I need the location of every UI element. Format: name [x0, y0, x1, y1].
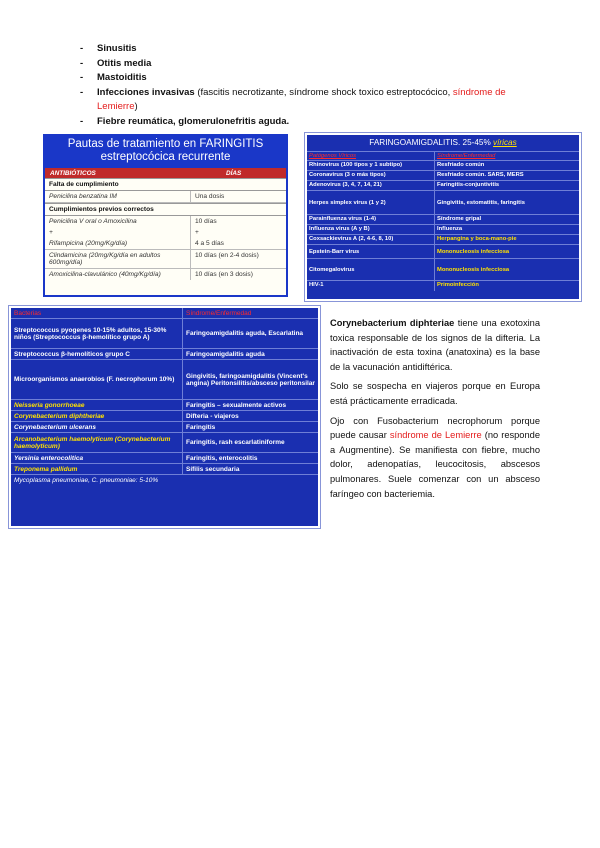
- cell: Sífilis secundaria: [186, 465, 240, 473]
- bullet-text: Sinusitis: [97, 43, 137, 54]
- column-header: Patógenos Víricos: [307, 152, 435, 160]
- cell: Difteria - viajeros: [186, 412, 239, 420]
- cell: Resfriado común: [437, 162, 485, 168]
- table-row: [45, 191, 286, 203]
- cell: Gingivitis, faringoamigdalitis (Vincent's angina) Peritonsilitis/absceso peritonsilar: [186, 372, 315, 387]
- table-row: [11, 453, 318, 464]
- cell: Epstein-Barr virus: [307, 245, 435, 258]
- bullet-text: Infecciones invasivas: [97, 86, 195, 98]
- bullet-text-detail: (fascitis necrotizante, síndrome shock toxico estreptocócico,: [194, 86, 453, 98]
- cell: Coxsackievirus A (2, 4-6, 8, 10): [307, 235, 435, 244]
- cell: Mononucleosis infecciosa: [437, 266, 510, 273]
- paragraph-text: (no responde a Augmentine). Se manifiesta con fiebre, mucho dolor, adenopatías, leucocitosis, abscesos pulmonares. Suele comenzar con un absceso faríngeo con bacteriemia.: [330, 430, 540, 499]
- cell: Herpes simplex virus (1 y 2): [307, 191, 435, 214]
- column-header: Síndrome/Enfermedad: [186, 309, 252, 317]
- cell: Amoxicilina-clavulánico (40mg/Kg/día): [45, 269, 191, 280]
- table-row: [307, 245, 579, 259]
- bullet-item: [80, 86, 542, 115]
- table-row: [307, 225, 579, 235]
- right-text-block: [330, 316, 540, 506]
- title-highlight: víricas: [493, 138, 517, 147]
- table-row: [11, 422, 318, 433]
- cell: Faringitis – sexualmente activos: [186, 401, 287, 409]
- table-row: [307, 181, 579, 191]
- column-header: ANTIBIÓTICOS: [50, 169, 96, 177]
- table-row: [307, 259, 579, 281]
- bullet-text: Otitis media: [97, 57, 152, 69]
- paragraph-text: Solo se sospecha en viajeros porque en Europa está prácticamente erradicada.: [330, 381, 540, 406]
- cell: 10 días: [195, 218, 217, 225]
- cell: Faringoamigdalitis aguda: [186, 350, 265, 358]
- bullet-item: [80, 42, 542, 57]
- column-header: DÍAS: [226, 169, 242, 177]
- bullet-item: [80, 57, 542, 72]
- bacteria-table: [9, 306, 320, 528]
- cell: Parainfluenza virus (1-4): [307, 215, 435, 224]
- table-row: [45, 227, 286, 238]
- bullet-item: [80, 115, 542, 130]
- table-row: [11, 411, 318, 422]
- cell: Penicilina benzatina IM: [45, 191, 191, 202]
- paragraph: [330, 414, 540, 502]
- cell: Faringitis, enterocolitis: [186, 454, 258, 462]
- cell: Coronavirus (3 o más tipos): [307, 171, 435, 180]
- title-text: FARINGOAMIGDALITIS. 25-45%: [369, 138, 494, 147]
- cell: Treponema pallidum: [11, 464, 183, 474]
- treatment-table-title: [45, 136, 286, 168]
- treatment-table-header: [45, 168, 286, 178]
- bullet-text: Mastoiditis: [97, 72, 147, 83]
- bullet-text-highlight: síndrome de Lemierre: [97, 86, 506, 112]
- table-row: [11, 349, 318, 360]
- cell: Clindamicina (20mg/Kg/día en adultos 600mg/día): [45, 250, 191, 268]
- paragraph-text: tiene una exotoxina toxica responsable de los signos de la difteria. La inactivación de esta toxina (anatoxina) es la base de la vacunación antidiftérica.: [330, 318, 541, 372]
- cell: Microorganismos anaerobios (F. necrophorum 10%): [11, 360, 183, 399]
- cell: Arcanobacterium haemolyticum (Corynebacterium haemolyticum): [11, 433, 183, 452]
- cell: 10 días (en 3 dosis): [195, 271, 253, 278]
- cell: Mononucleosis infecciosa: [437, 248, 510, 255]
- paragraph-text: Ojo con Fusobacterium necrophorum porque puede causar: [330, 415, 540, 441]
- cell: Faringitis-conjuntivitis: [437, 182, 500, 188]
- paragraph-bold: Corynebacterium diphteriae: [330, 318, 455, 328]
- bullet-list: [80, 42, 542, 129]
- cell: Streptococcus pyogenes 10-15% adultos, 15-30% niños (Streptococcus β-hemolítico grupo A): [11, 319, 183, 348]
- cell: Corynebacterium ulcerans: [11, 422, 183, 432]
- cell: Streptococcus β-hemolíticos grupo C: [11, 349, 183, 359]
- cell: Mycoplasma pneumoniae, C. pneumoniae: 5-10%: [14, 477, 159, 484]
- section-row: Falta de cumplimiento: [45, 178, 286, 191]
- table-row: [307, 235, 579, 245]
- section-row: Cumplimientos previos correctos: [45, 203, 286, 216]
- cell: Penicilina V oral o Amoxicilina: [45, 216, 191, 227]
- title-line: Pautas de tratamiento en FARINGITIS: [67, 138, 264, 150]
- cell: Rhinovirus (100 tipos y 1 subtipo): [307, 161, 435, 170]
- table-row: [11, 319, 318, 349]
- cell: Influenza virus (A y B): [307, 225, 435, 234]
- table-row: [45, 269, 286, 280]
- bullet-text-end: ): [134, 101, 138, 112]
- cell: HIV-1: [307, 281, 435, 291]
- table-row: [45, 250, 286, 269]
- bullet-text: Fiebre reumática, glomerulonefritis aguda.: [97, 115, 290, 127]
- title-line: estreptocócica recurrente: [100, 151, 231, 163]
- cell: +: [195, 229, 199, 236]
- cell: Una dosis: [195, 193, 225, 200]
- cell: Resfriado común. SARS, MERS: [437, 172, 524, 178]
- table-row: [45, 216, 286, 227]
- cell: Síndrome gripal: [437, 216, 482, 222]
- table-row: [45, 238, 286, 250]
- cell: Neisseria gonorrhoeae: [11, 400, 183, 410]
- cell: Faringitis, rash escarlatiniforme: [186, 439, 285, 446]
- cell: Herpangina y boca-mano-pie: [437, 236, 517, 242]
- cell: Faringoamigdalitis aguda, Escarlatina: [186, 330, 304, 337]
- paragraph-highlight: síndrome de Lemierre: [389, 430, 482, 441]
- bullet-item: [80, 71, 542, 86]
- cell: Faringitis: [186, 423, 216, 431]
- bacteria-header-row: [11, 308, 318, 319]
- table-row: [11, 400, 318, 411]
- table-row: [11, 464, 318, 475]
- cell: 4 a 5 días: [195, 240, 224, 247]
- table-row: [307, 171, 579, 181]
- table-row: [11, 433, 318, 453]
- table-row: [307, 281, 579, 291]
- paragraph: [330, 316, 540, 374]
- table-row: [307, 215, 579, 225]
- table-row: [307, 191, 579, 215]
- cell: Yersinia enterocolitica: [11, 453, 183, 463]
- cell: 10 días (en 2-4 dosis): [195, 252, 259, 259]
- faringo-header-row: [307, 152, 579, 161]
- column-header: Síndrome/Enfermedad: [437, 153, 496, 159]
- faringo-table-title: [307, 135, 579, 152]
- cell: Adenovirus (3, 4, 7, 14, 21): [307, 181, 435, 190]
- paragraph: [330, 379, 540, 408]
- cell: Rifampicina (20mg/Kg/día): [45, 238, 191, 249]
- column-header: Bacterias: [11, 308, 183, 318]
- cell: Gingivitis, estomatitis, faringitis: [437, 199, 525, 206]
- cell: +: [45, 227, 191, 238]
- table-row: [11, 360, 318, 400]
- faringo-table: [305, 133, 581, 301]
- cell: Influenza: [437, 226, 463, 232]
- cell: Citomegalovirus: [307, 259, 435, 280]
- table-row: [11, 475, 318, 486]
- treatment-table: [43, 134, 288, 297]
- table-row: [307, 161, 579, 171]
- cell: Corynebacterium diphtheriae: [11, 411, 183, 421]
- cell: Primoinfección: [437, 282, 479, 288]
